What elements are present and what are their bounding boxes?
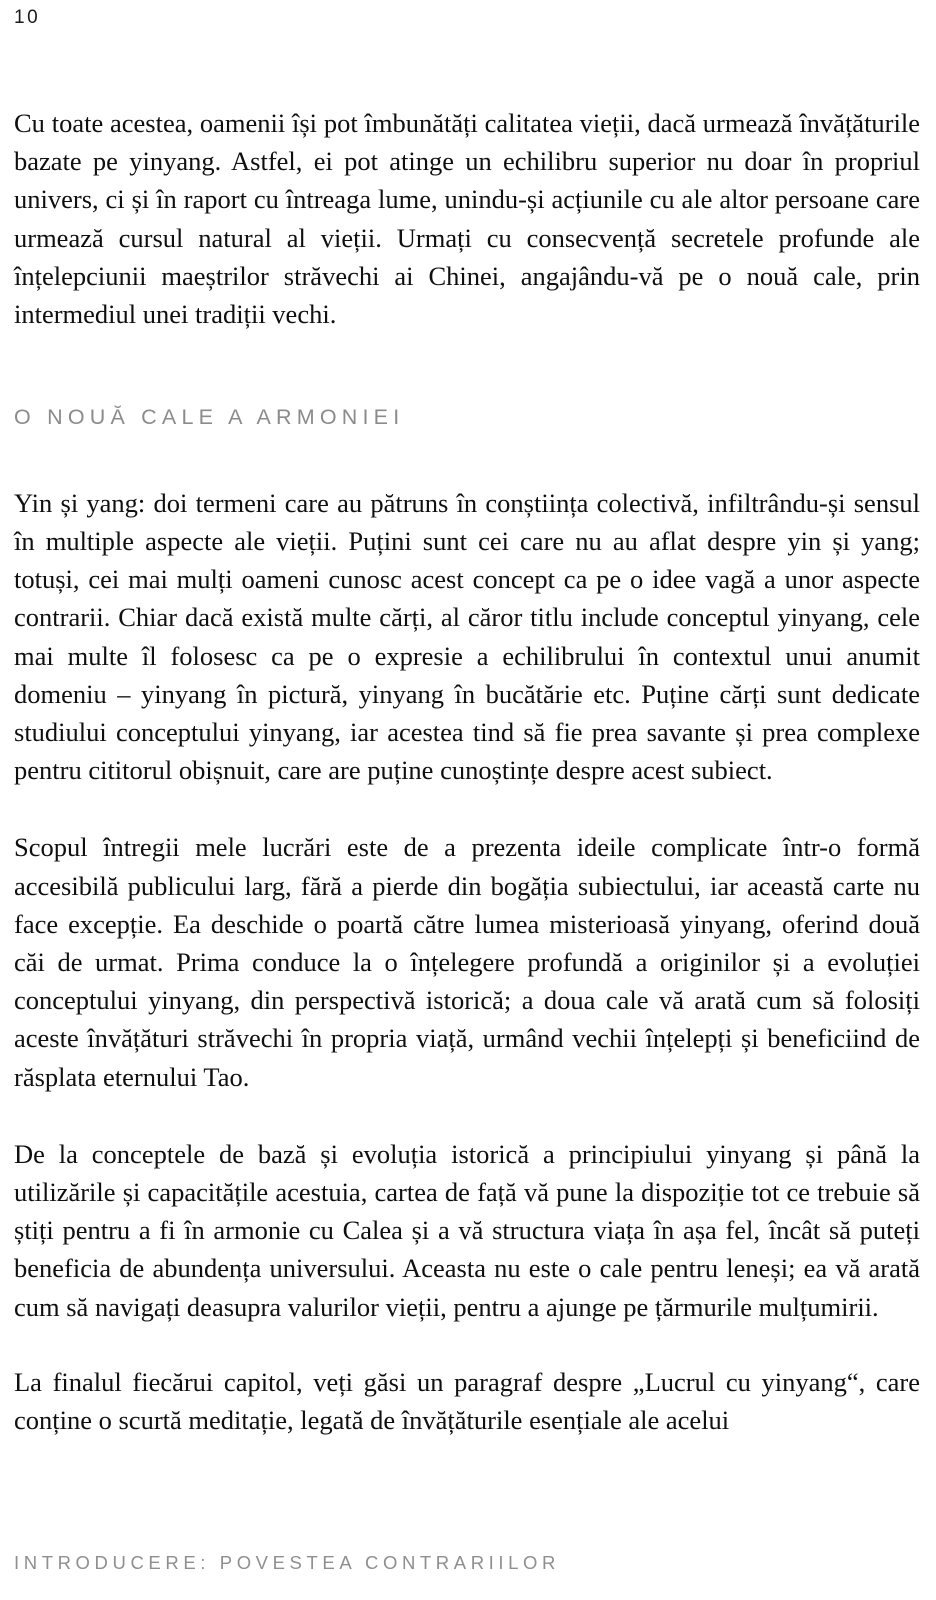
spacer-paragraph-4-5 [14,1326,920,1363]
spacer-paragraph-3-4 [14,1096,920,1135]
paragraph-4: De la conceptele de bază și evoluția istorică a principiului yinyang și până la utilizările și capacitățile acestuia, cartea de față vă pune la dispoziție tot ce trebuie să știți pentru a fi în armonie cu Calea și a vă structura viața în așa fel, încât să puteți beneficia de abundența universului. Aceasta nu este o cale pentru leneși; ea vă arată cum să navigați deasupra valurilor vieții, pentru a ajunge pe țărmurile mulțumirii. [14,1138,920,1322]
spacer-after-heading [14,429,920,484]
paragraph-3: Scopul întregii mele lucrări este de a prezenta ideile complicate într-o formă accesibilă publicului larg, fără a pierde din bogăția subiectului, iar această carte nu face excepție. Ea deschide o poartă către lumea misterioasă yinyang, oferind două căi de urmat. Prima conduce la o înțelegere profundă a originilor și a evoluției conceptului yinyang, din perspectivă istorică; a doua cale vă arată cum să folosiți aceste învățături străvechi în propria viață, urmând vechii înțelepți și beneficiind de răsplata eternului Tao. [14,832,920,1092]
page-number: 10 [14,7,41,28]
paragraph-2: Yin și yang: doi termeni care au pătruns în conștiința colectivă, infiltrându-și sensul în multiple aspecte ale vieții. Puțini sunt cei care nu au aflat despre yin și yang; totuși, cei mai mulți oameni cunosc acest concept ca pe o idee vagă a unor aspecte contrarii. Chiar dacă există multe cărți, al căror titlu include conceptul yinyang, cele mai multe îl folosesc ca pe o expresie a echilibrului în contextul unui anumit domeniu – yinyang în pictură, yinyang în bucătărie etc. Puține cărți sunt dedicate studiului conceptului yinyang, iar acestea tind să fie prea savante și prea complexe pentru cititorul obișnuit, care are puține cunoștințe despre acest subiect. [14,487,920,786]
running-footer: INTRODUCERE: POVESTEA CONTRARIILOR [14,1551,560,1573]
spacer-before-heading [14,333,920,407]
paragraph-1: Cu toate acestea, oamenii își pot îmbunătăți calitatea vieții, dacă urmează învățăturile bazate pe yinyang. Astfel, ei pot atinge un echilibru superior nu doar în propriul univers, ci și în raport cu întreaga lume, unindu-și acțiunile cu ale altor persoane care urmează cursul natural al vieții. Urmați cu consecvență secretele profunde ale înțelepciunii maeștrilor străvechi ai Chinei, angajându-vă pe o nouă cale, prin intermediul unei tradiții vechi. [14,108,920,330]
paragraph-5: La finalul fiecărui capitol, veți găsi un paragraf despre „Lucrul cu yinyang“, care conține o scurtă meditație, legată de învățăturile esențiale ale acelui [14,1366,920,1435]
spacer-paragraph-2-3 [14,789,920,828]
page-content [14,104,920,1439]
section-heading: O NOUĂ CALE A ARMONIEI [14,405,405,430]
